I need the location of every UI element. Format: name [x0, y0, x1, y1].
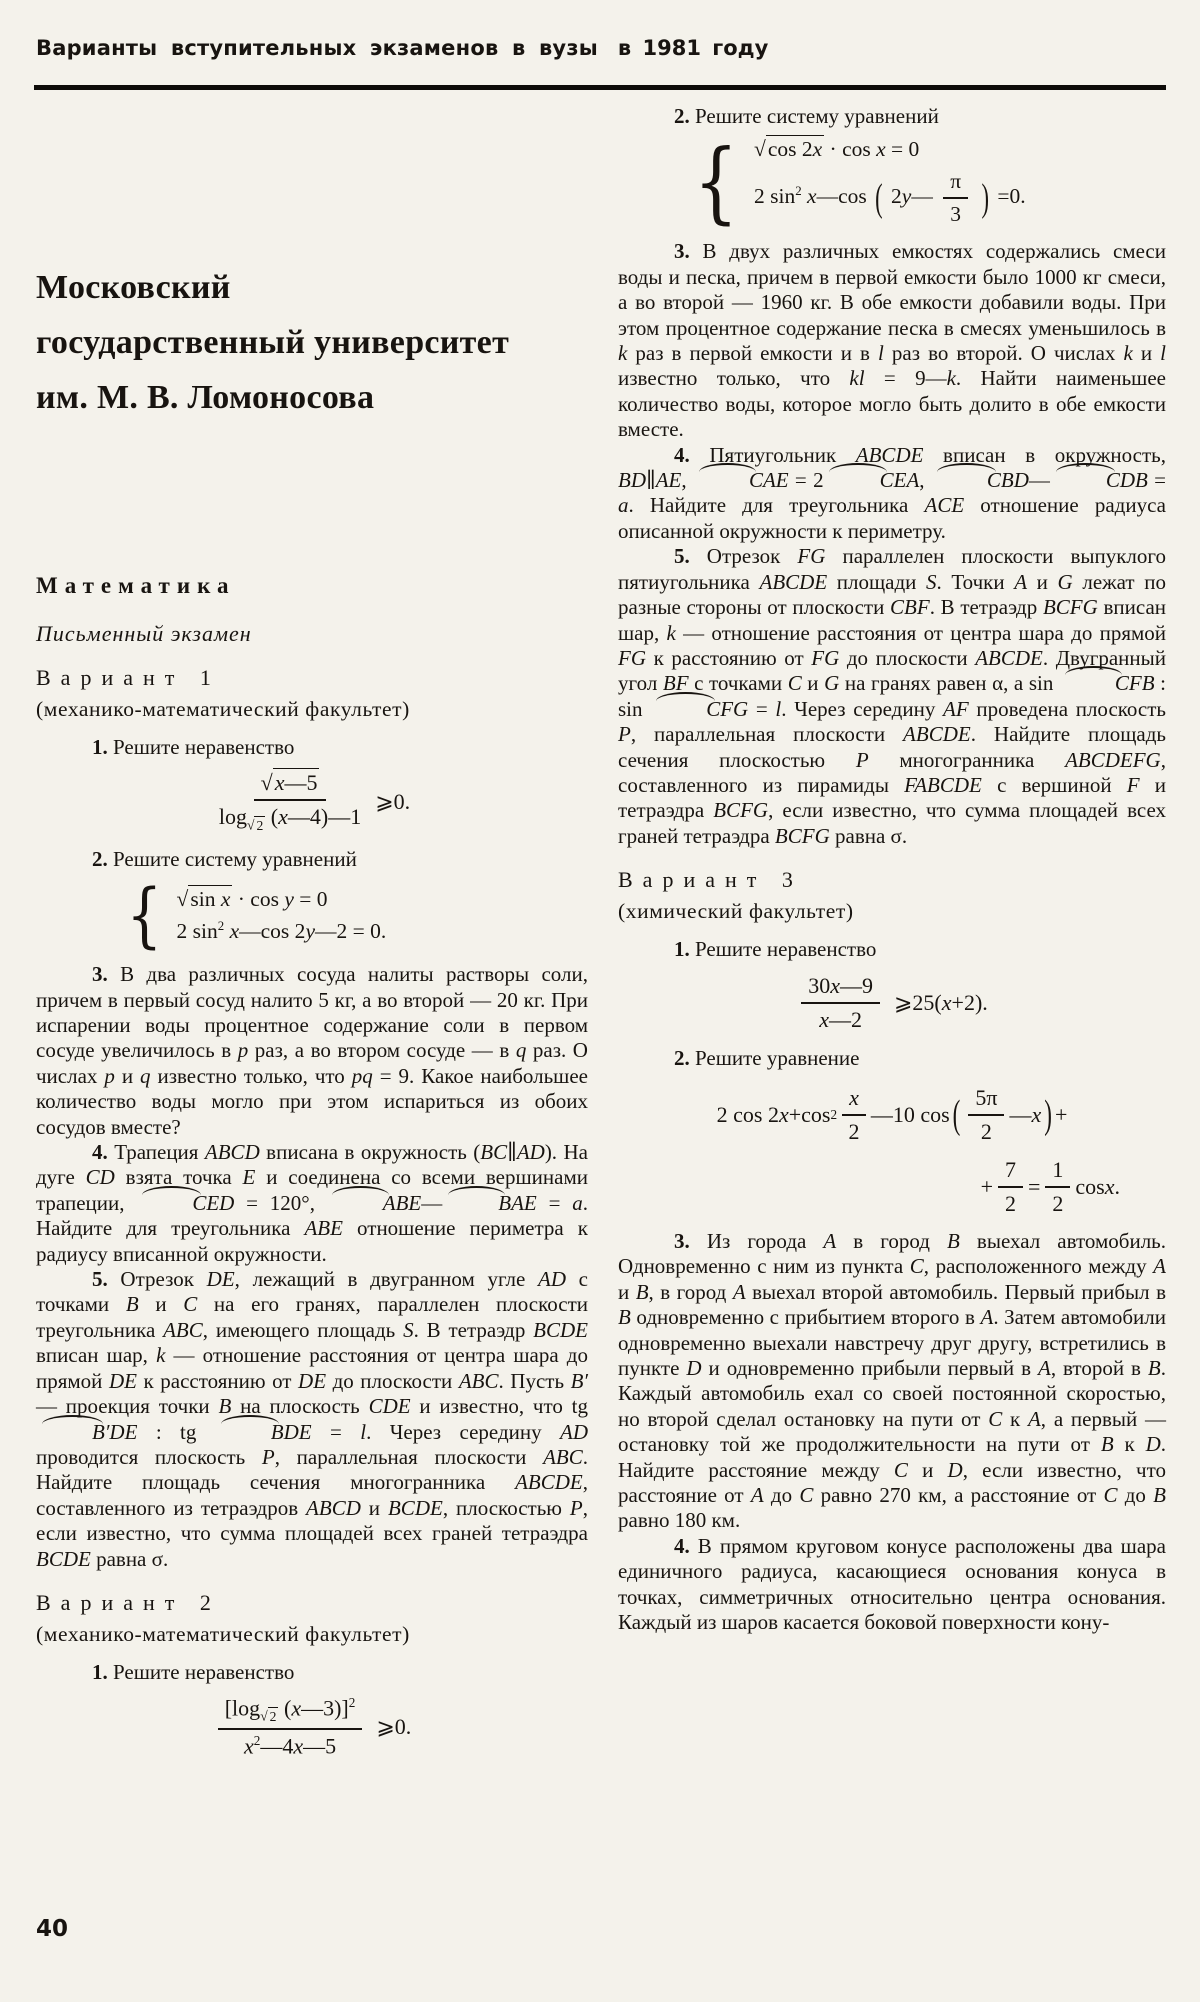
v2-problem3: 3. В двух различных емкостях содержались смеси воды и песка, причем в первой емкости было 1000 кг смеси, а во второй — 1960 кг. В обе емкости добавили воды. При этом процентное содержание песка в смесях уменьшилось в k раз в первой емкости и в l раз во второй. О числах k и l известно только, что kl = 9—k. Найти наименьшее количество воды, которое могло быть долито в обе емкости вместе.: [618, 239, 1166, 442]
v1-problem1-formula: $\frac{√x—5}{\log_{√ 2} (x—4)—1}$ ⩾0.: [218, 770, 411, 833]
system-equation-1: √cos 2x · cos x = 0: [754, 137, 920, 162]
page-header: [36, 36, 768, 60]
variant-2-faculty: (механико-математический факультет): [36, 1621, 410, 1646]
system-equation-1: √sin x · cos y = 0: [176, 886, 328, 911]
system-equation-2: 2 $\sin^2$ x—cos ( 2y— $\frac{\pi}{3}$ ) =0.: [754, 169, 1026, 227]
university-title-line: государственный университет: [36, 324, 510, 361]
v1-problem3: 3. В два различных сосуда налиты растворы соли, причем в первый сосуд налито 5 кг, а во второй — 20 кг. При испарении воды процентное содержание соли в первом сосуде увеличилось в p раз, а во втором сосуде — в q раз. О числах p и q известно только, что pq = 9. Какое наибольшее количество воды могло при этом испариться из обоих сосудов вместе?: [36, 962, 588, 1139]
header-title: Варианты вступительных экзаменов в вузы: [36, 36, 598, 60]
header-rule: [34, 85, 1166, 90]
variant-2-title: Вариант 2: [36, 1589, 221, 1615]
variant-1-faculty: (механико-математический факультет): [36, 697, 410, 721]
v3-problem2-heading: 2. Решите уравнение: [674, 1045, 860, 1070]
v1-problem2-system: [122, 874, 588, 957]
left-column: [36, 100, 588, 1771]
v2-problem4: 4. Пятиугольник ABCDE вписан в окружность, BD∥AE, CAE = 2 CEA, CBD— CDB = a. Найдите для треугольника ACE отношение радиуса описанной окружности к периметру.: [618, 442, 1167, 543]
system-equations: [177, 887, 387, 944]
system-brace: {: [126, 874, 163, 957]
v3-problem2-equation-line1: 2 cos 2 x +cos 2 $\frac{x}{2}$ —10 cos ( $\frac{5\pi}{2}$ — x ) +: [716, 1084, 1068, 1144]
v1-problem5: 5. Отрезок DE, лежащий в двугранном угле AD с точками B и C на его гранях, параллелен плоскости треугольника ABC, имеющего площадь S. В тетраэдр BCDE вписан шар, k — отношение расстояния от центра шара до прямой DE к расстоянию от DE до плоскости ABC. Пусть B′ — проекция точки B на плоскость CDE и известно, что tg B′DE : tg BDE = l. Через середину AD проводится плоскость P, параллельная плоскости ABC. Найдите площадь сечения многогранника ABCDE, составленного из тетраэдров ABCD и BCDE, плоскостью P, если известно, что сумма площадей всех граней тетраэдра BCDE равна σ.: [36, 1267, 589, 1571]
right-column: [618, 100, 1166, 1635]
system-brace: {: [693, 130, 739, 234]
university-title-line: им. М. В. Ломоносова: [36, 379, 375, 416]
v3-problem2-equation-line2: + $\frac{7}{2}$ = $\frac{1}{2}$ cos x .: [980, 1156, 1120, 1216]
variant-3-title: Вариант 3: [618, 867, 803, 893]
v2-problem2-system: [688, 130, 1166, 234]
exam-type: Письменный экзамен: [36, 621, 252, 646]
v1-problem2-heading: 2. Решите систему уравнений: [92, 846, 357, 871]
v2-problem1-heading: 1. Решите неравенство: [92, 1659, 295, 1684]
page-number: 40: [36, 1916, 69, 1942]
v2-problem2-heading: 2. Решите систему уравнений: [674, 104, 939, 128]
system-equations: [754, 137, 1026, 227]
university-title: [36, 260, 588, 425]
section-title-mathematics: Математика: [36, 573, 236, 598]
system-equation-2: 2 $\sin^2$ x—cos 2y—2 = 0.: [176, 918, 387, 943]
v3-problem3: 3. Из города A в город B выехал автомобиль. Одновременно с ним из пункта C, расположенного между A и B, в город A выехал второй автомобиль. Первый прибыл в B одновременно с прибытием второго в A. Затем автомобили одновременно выехали навстречу друг другу, встретились в пункте D и одновременно прибыли первый в A, второй в B. Каждый автомобиль ехал со своей постоянной скоростью, но второй сделал остановку на пути от C к A, а первый — остановку той же продолжительности на пути от B к D. Найдите расстояние между C и D, если известно, что расстояние от A до C равно 270 км, а расстояние от C до B равно 180 км.: [618, 1228, 1167, 1533]
v2-problem1-formula: $\frac{[\log_{√ 2} (x—3)]^2}{x^2—4x—5}$ ⩾0.: [36, 1695, 588, 1759]
v1-problem4: 4. Трапеция ABCD вписана в окружность (BC∥AD). На дуге CD взята точка E и соединена со всеми вершинами трапеции, CED = 120°, ABE— BAE = a. Найдите для треугольника ABE отношение периметра к радиусу вписанной окружности.: [36, 1140, 588, 1266]
variant-1-title: Вариант 1: [36, 665, 221, 690]
v1-problem1-heading: 1. Решите неравенство: [92, 735, 295, 759]
v2-problem5: 5. Отрезок FG параллелен плоскости выпуклого пятиугольника ABCDE площади S. Точки A и G лежат по разные стороны от плоскости CBF. В тетраэдр BCFG вписан шар, k — отношение расстояния от центра шара до прямой FG к расстоянию от FG до плоскости ABCDE. Двугранный угол BF с точками C и G на гранях равен α, а sin CFB : sin CFG = l. Через середину AF проведена плоскость P, параллельная плоскости ABCDE. Найдите площадь сечения плоскостью P многогранника ABCDEFG, составленного из пирамиды FABCDE с вершиной F и тетраэдра BCFG, если известно, что сумма площадей всех граней тетраэдра BCFG равна σ.: [618, 544, 1167, 848]
v3-problem1-heading: 1. Решите неравенство: [674, 937, 877, 962]
v3-problem1-formula: $\frac{30x—9}{x—2}$ ⩾25(x+2).: [618, 973, 1166, 1033]
header-year: в 1981 году: [617, 36, 769, 60]
university-title-line: Московский: [36, 269, 231, 306]
variant-3-faculty: (химический факультет): [618, 899, 854, 924]
v3-problem4: 4. В прямом круговом конусе расположены два шара единичного радиуса, касающиеся основания конуса в точках, симметричных относительно центра основания. Каждый из шаров касается боковой поверхности кону-: [618, 1533, 1166, 1635]
